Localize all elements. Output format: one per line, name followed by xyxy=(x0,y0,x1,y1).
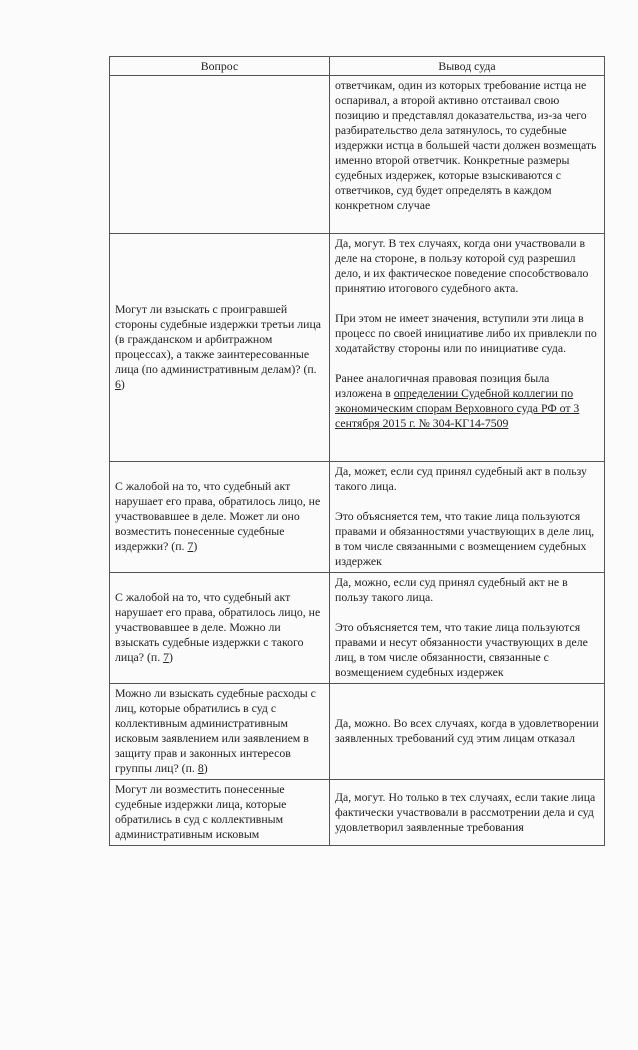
question-cell xyxy=(110,573,330,684)
answer-cell xyxy=(330,76,605,234)
reference-link[interactable]: 7 xyxy=(163,650,169,664)
reference-link[interactable]: 6 xyxy=(115,377,121,391)
reference-link[interactable]: 7 xyxy=(187,539,194,553)
table-row xyxy=(110,780,605,846)
answer-link-prefix: Ранее аналогичная правовая позиция была изложена в xyxy=(335,371,550,400)
reference-prefix: (п. xyxy=(168,539,188,553)
reference-suffix: ) xyxy=(193,539,198,553)
table-row xyxy=(110,234,605,462)
answer-cell xyxy=(330,780,605,846)
table-row xyxy=(110,684,605,780)
reference-prefix: (п. xyxy=(144,650,164,664)
answer-paragraph: Да, можно. Во всех случаях, когда в удовлетворении заявленных требований суд этим лицам отказал xyxy=(335,716,599,745)
answer-paragraph: Это объясняется тем, что такие лица пользуются правами и несут обязанности участвующих в деле лиц, в том числе обязанности, связанные с возмещением судебных издержек xyxy=(335,620,588,679)
question-text: Могут ли возместить понесенные судебные издержки лица, которые обратились в суд с коллективным административным исковым xyxy=(115,782,287,841)
answer-paragraph: Да, можно, если суд принял судебный акт не в пользу такого лица. xyxy=(335,575,568,604)
answer-cell xyxy=(330,234,605,462)
answer-paragraph: Это объясняется тем, что такие лица пользуются правами и обязанностями участвующих в деле лиц, в том числе связанными с возмещением судебных издержек xyxy=(335,509,595,568)
question-cell xyxy=(110,462,330,573)
question-cell xyxy=(110,234,330,462)
reference-suffix: ) xyxy=(120,377,125,391)
question-text: С жалобой на то, что судебный акт нарушает его права, обратилось лицо, не участвовавшее в деле. Может ли оно возместить понесенные судебные издержки? xyxy=(115,479,321,553)
reference-suffix: ) xyxy=(203,761,208,775)
question-text: Могут ли взыскать с проигравшей стороны судебные издержки третьи лица (в гражданском и арбитражном процессах), а также заинтересованные лица (по административным делам)? xyxy=(115,302,322,376)
answer-paragraph: ответчикам, один из которых требование истца не оспаривал, а второй активно отстаивал свою позицию и представлял доказательства, из-за чего разбирательство дела затянулось, то судебные издержки истца в большей части должен возмещать именно второй ответчик. Конкретные размеры судебных издержек, которые взыскиваются с ответчиков, суд будет определять в каждом конкретном случае xyxy=(335,78,597,212)
table-row xyxy=(110,573,605,684)
question-column-header: Вопрос xyxy=(110,57,330,76)
answer-cell xyxy=(330,684,605,780)
answer-paragraph: Да, может, если суд принял судебный акт в пользу такого лица. xyxy=(335,464,587,493)
table-header-row xyxy=(110,57,605,76)
question-cell xyxy=(110,76,330,234)
question-cell xyxy=(110,684,330,780)
answer-paragraph: При этом не имеет значения, вступили эти лица в процесс по своей инициативе либо их привлекли по ходатайству стороны или по инициативе суда. xyxy=(335,311,597,355)
answer-cell xyxy=(330,573,605,684)
question-text: С жалобой на то, что судебный акт нарушает его права, обратилось лицо, не участвовавшее в деле. Можно ли взыскать судебные издержки с такого лица? xyxy=(115,590,321,664)
answer-paragraph: Да, могут. Но только в тех случаях, если такие лица фактически участвовали в рассмотрении дела и суд удовлетворил заявленные требования xyxy=(335,789,596,834)
reference-link[interactable]: 8 xyxy=(197,761,204,775)
answer-paragraph xyxy=(335,371,599,431)
table-row xyxy=(110,76,605,234)
table-row xyxy=(110,462,605,573)
ruling-link[interactable]: определении Судебной коллегии по экономическим спорам Верховного суда РФ от 3 сентября 2015 г. № 304-КГ14-7509 xyxy=(335,386,580,430)
reference-prefix: (п. xyxy=(178,761,198,775)
reference-prefix: (п. xyxy=(303,362,317,376)
answer-cell xyxy=(330,462,605,573)
reference-suffix: ) xyxy=(169,650,173,664)
court-conclusions-table xyxy=(109,56,605,846)
question-text: Можно ли взыскать судебные расходы с лиц, которые обратились в суд с коллективным административным исковым заявлением или заявлением в защиту прав и законных интересов группы лиц? xyxy=(115,686,316,775)
question-cell xyxy=(110,780,330,846)
conclusion-column-header: Вывод суда xyxy=(330,57,605,76)
answer-paragraph: Да, могут. В тех случаях, когда они участвовали в деле на стороне, в пользу которой суд разрешил дело, и их фактическое поведение способствовало принятию итогового судебного акта. xyxy=(335,236,589,295)
